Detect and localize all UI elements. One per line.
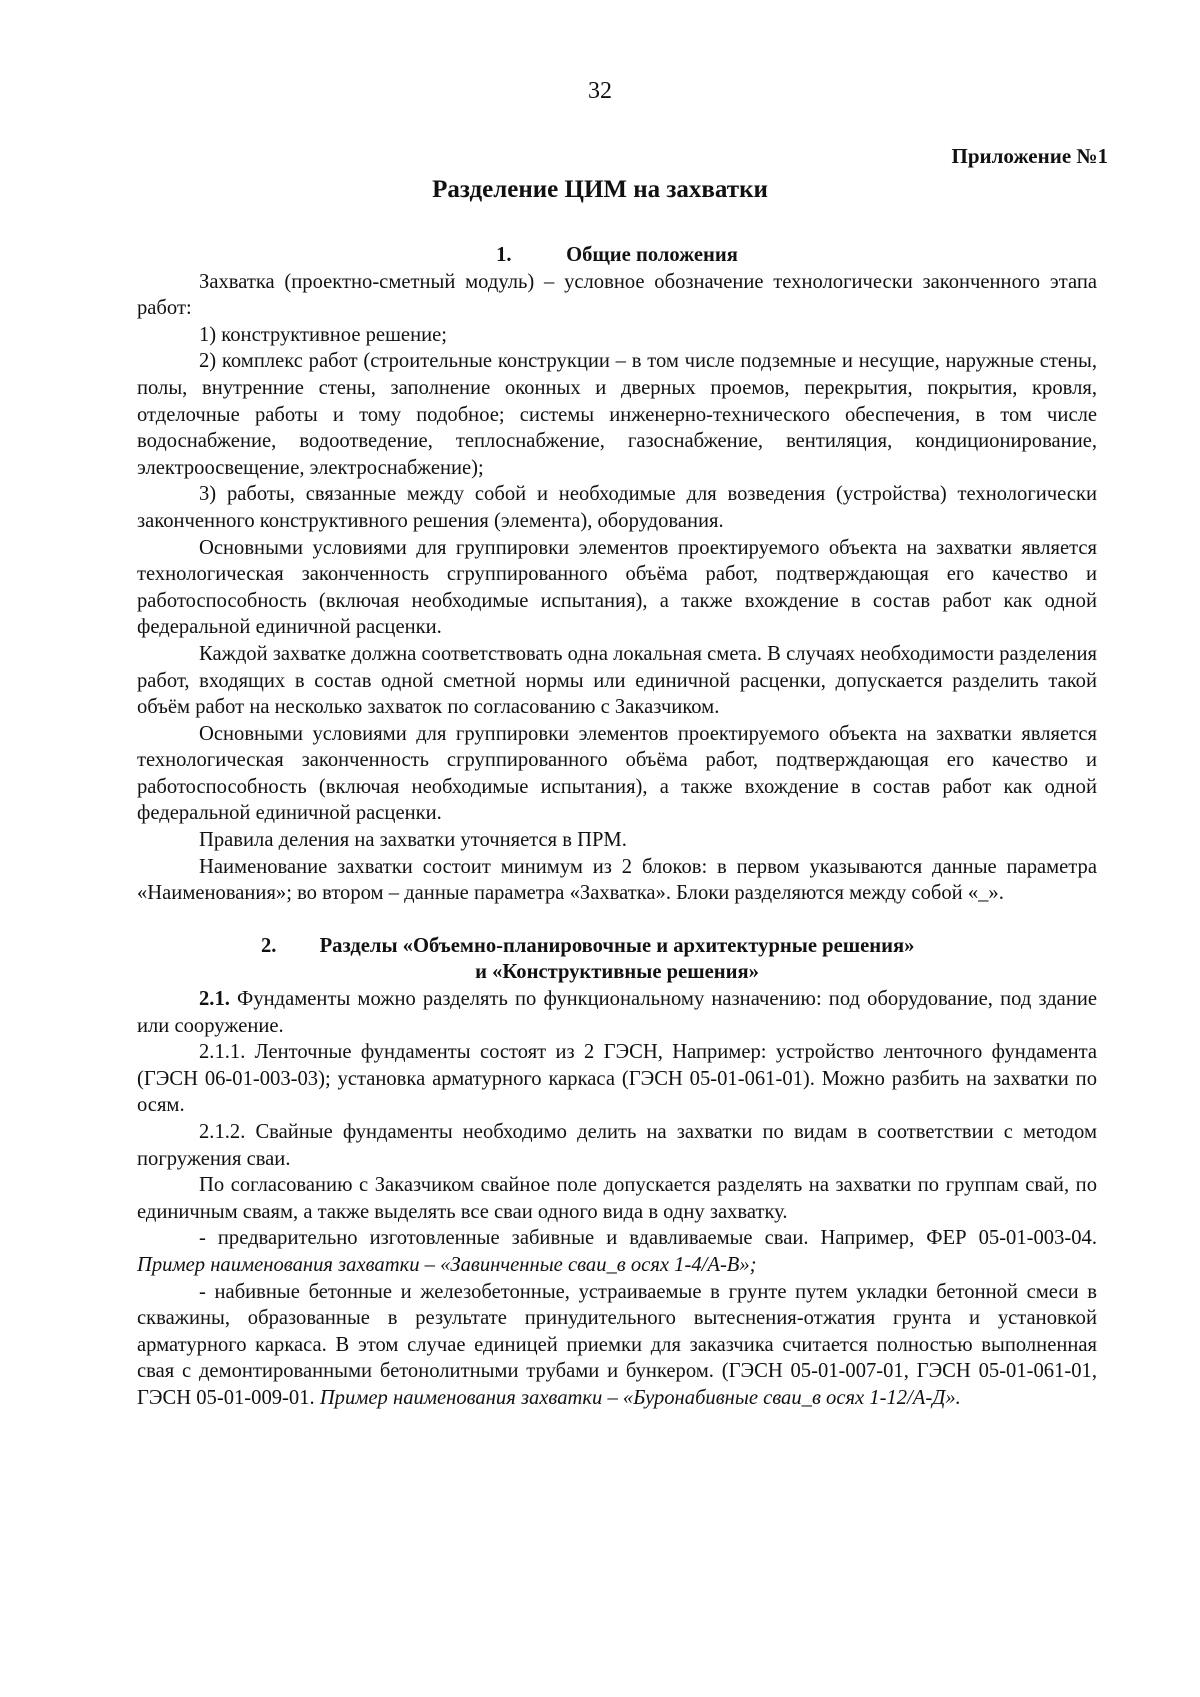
section1-intro: Захватка (проектно-сметный модуль) – условное обозначение технологически законченного этапа работ:	[137, 270, 1097, 320]
section1-paragraph: Основными условиями для группировки элементов проектируемого объекта на захватки является технологическая законченность сгруппированного объёма работ, подтверждающая его качество и работоспособность (включая необходимые испытания), а также вхождение в состав работ как одной федеральной единичной расценки.	[137, 722, 1097, 825]
bullet-example: Пример наименования захватки – «Буронабивные сваи_в осях 1-12/А-Д».	[319, 1386, 961, 1409]
section1-item2: 2) комплекс работ (строительные конструкции – в том числе подземные и несущие, наружные стены, полы, внутренние стены, заполнение оконных и дверных проемов, перекрытия, покрытия, кровля, отделочные работы и тому подобное; системы инженерно-технического обеспечения, в том числе водоснабжение, водоотведение, теплоснабжение, газоснабжение, вентиляция, кондиционирование, электроосвещение, электроснабжение);	[137, 350, 1097, 479]
paragraph-2-1-1: 2.1.1. Ленточные фундаменты состоят из 2 ГЭСН, Например: устройство ленточного фундамента (ГЭСН 06-01-003-03); установка арматурного каркаса (ГЭСН 05-01-061-01). Можно разбить на захватки по осям.	[137, 1041, 1097, 1117]
document-title: Разделение ЦИМ на захватки	[432, 176, 768, 203]
section1-number: 1.	[496, 244, 512, 266]
section1-paragraph: Наименование захватки состоит минимум из 2 блоков: в первом указываются данные параметра «Наименования»; во втором – данные параметра «Захватка». Блоки разделяются между собой «_».	[137, 855, 1097, 905]
appendix-label: Приложение №1	[951, 144, 1108, 168]
section1-paragraph: Основными условиями для группировки элементов проектируемого объекта на захватки является технологическая законченность сгруппированного объёма работ, подтверждающая его качество и работоспособность (включая необходимые испытания), а также вхождение в состав работ как одной федеральной единичной расценки.	[137, 536, 1097, 639]
page-number: 32	[588, 78, 612, 104]
bullet-item	[137, 1225, 1097, 1278]
section1-item3: 3) работы, связанные между собой и необходимые для возведения (устройства) технологически законченного конструктивного решения (элемента), оборудования.	[137, 483, 1097, 532]
section2-number: 2.	[261, 934, 277, 957]
paragraph-agreement: По согласованию с Заказчиком свайное поле допускается разделять на захватки по группам свай, по единичным сваям, а также выделять все сваи одного вида в одну захватку.	[137, 1174, 1097, 1223]
bullet-text: - набивные бетонные и железобетонные, устраиваемые в грунте путем укладки бетонной смеси в скважины, образованные в результате принудительного вытеснения-отжатия грунта и установкой арматурного каркаса. В этом случае единицей приемки для заказчика считается полностью выполненная свая с демонтированными бетонолитными трубами и бункером. (ГЭСН 05-01-007-01, ГЭСН 05-01-061-01, ГЭСН 05-01-009-01.	[137, 1280, 1097, 1409]
section1-paragraph: Правила деления на захватки уточняется в ПРМ.	[199, 829, 627, 852]
section1-title: Общие положения	[566, 244, 738, 266]
section1-item1: 1) конструктивное решение;	[199, 323, 447, 346]
document-body	[137, 242, 1097, 1412]
section2-heading	[137, 933, 1097, 986]
paragraph-2-1-label: 2.1.	[199, 988, 230, 1011]
section2-title-line2: и «Конструктивные решения»	[475, 961, 759, 984]
paragraph-2-1-2: 2.1.2. Свайные фундаменты необходимо делить на захватки по видам в соответствии с методом погружения сваи.	[137, 1121, 1097, 1170]
spacer	[137, 907, 1097, 933]
paragraph-2-1	[137, 986, 1097, 1039]
section1-paragraph: Каждой захватке должна соответствовать одна локальная смета. В случаях необходимости разделения работ, входящих в состав одной сметной нормы или единичной расценки, допускается разделить такой объём работ на несколько захваток по согласованию с Заказчиком.	[137, 642, 1097, 719]
bullet-item	[137, 1279, 1097, 1412]
paragraph-2-1-text: Фундаменты можно разделять по функциональному назначению: под оборудование, под здание или сооружение.	[137, 988, 1097, 1037]
bullet-example: Пример наименования захватки – «Завинченные сваи_в осях 1-4/А-В»;	[137, 1253, 757, 1276]
bullet-text: - предварительно изготовленные забивные и вдавливаемые сваи. Например, ФЕР 05-01-003-04.	[199, 1227, 1097, 1250]
section2-title-line1: Разделы «Объемно-планировочные и архитектурные решения»	[319, 934, 915, 957]
section1-heading	[137, 242, 1097, 269]
